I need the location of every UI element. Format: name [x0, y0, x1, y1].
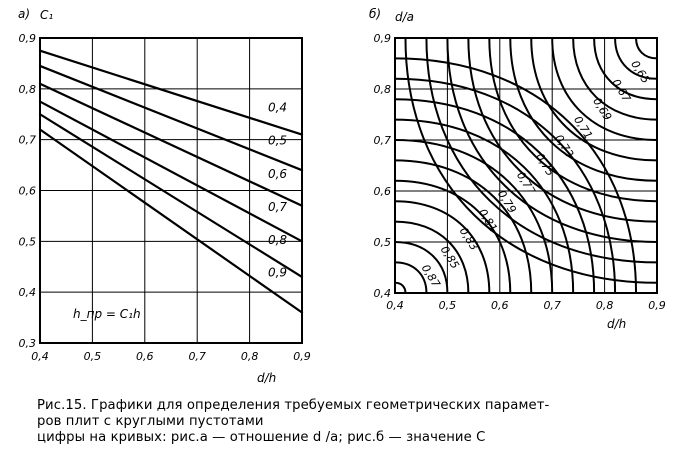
chart-a-y-ticks	[19, 32, 37, 350]
chart-a-x-tick-label: 0,7	[188, 350, 206, 363]
figure-caption	[37, 398, 677, 446]
chart-b-y-tick-label: 0,8	[373, 83, 391, 96]
chart-b-series-label: 0,85	[437, 243, 462, 272]
chart-b-series-label: 0,77	[513, 169, 538, 198]
chart-b-series-label: 0,67	[609, 76, 634, 105]
chart-a-y-tick-label: 0,7	[18, 133, 36, 147]
chart-a-y-tick-label: 0,6	[18, 184, 36, 198]
chart-b	[369, 7, 666, 331]
chart-b-series-label: 0,73	[552, 132, 577, 161]
chart-b-y-tick-label: 0,4	[373, 287, 391, 300]
chart-b-y-tick-label: 0,5	[373, 236, 391, 249]
chart-b-series-label: 0,83	[456, 225, 481, 253]
caption-line-1: Рис.15. Графики для определения требуемых геометрических парамет-	[37, 398, 550, 413]
chart-b-series-label: 0,81	[475, 206, 500, 235]
chart-a-series-label: 0,7	[267, 200, 288, 215]
chart-a-x-axis-label: d/h	[257, 371, 277, 385]
chart-b-series-label: 0,79	[494, 188, 519, 216]
chart-b-series-label: 0,75	[532, 150, 557, 179]
chart-a-series-line	[40, 114, 302, 277]
chart-a-y-tick-label: 0,9	[18, 32, 36, 45]
chart-a-x-tick-label: 0,9	[293, 350, 311, 363]
chart-b-curves	[395, 38, 657, 293]
chart-a-y-tick-label: 0,3	[18, 337, 36, 350]
chart-a-y-tick-label: 0,4	[18, 286, 36, 300]
chart-b-series-label: 0,87	[418, 262, 443, 290]
chart-b-y-tick-label: 0,7	[373, 134, 391, 147]
chart-a-y-axis-label: C₁	[40, 8, 54, 22]
chart-a-y-tick-label: 0,8	[18, 82, 36, 96]
chart-a-annotation: h_пр = C₁h	[73, 307, 141, 321]
chart-a-x-tick-label: 0,4	[31, 350, 49, 363]
chart-a-series-label: 0,8	[267, 232, 288, 247]
chart-a-series	[40, 51, 302, 313]
chart-b-series-label: 0,69	[590, 95, 615, 123]
chart-b-x-tick-label: 0,9	[648, 299, 666, 312]
chart-b-series-curve	[636, 38, 657, 58]
chart-b-unlabeled-curve	[395, 181, 510, 293]
chart-b-x-ticks	[386, 299, 666, 312]
chart-b-x-tick-label: 0,8	[595, 299, 614, 312]
chart-b-y-axis-label: d/a	[395, 10, 415, 24]
chart-b-y-tick-label: 0,6	[373, 185, 391, 198]
chart-b-x-tick-label: 0,4	[386, 299, 404, 312]
chart-b-panel-label: б)	[369, 7, 382, 21]
chart-a-x-ticks	[31, 350, 311, 363]
chart-a-series-label: 0,5	[267, 133, 288, 148]
chart-b-unlabeled-curve	[395, 283, 405, 293]
chart-b-y-tick-label: 0,9	[373, 32, 391, 45]
chart-a-series-label: 0,9	[267, 265, 288, 280]
chart-b-series-label: 0,71	[571, 113, 596, 142]
chart-b-unlabeled-curve	[395, 140, 552, 293]
chart-a-series-line	[40, 66, 302, 170]
chart-b-y-ticks	[374, 32, 392, 300]
caption-line-3: цифры на кривых: рис.а — отношение d /a; рис.б — значение C	[37, 430, 486, 445]
chart-a-series-label: 0,4	[267, 100, 288, 115]
chart-b-series-label: 0,65	[628, 58, 653, 86]
chart-a-y-tick-label: 0,5	[18, 235, 36, 249]
chart-a	[18, 7, 311, 385]
chart-a-x-tick-label: 0,5	[83, 350, 102, 363]
chart-a-panel-label: а)	[18, 7, 31, 21]
chart-a-grid	[40, 38, 302, 343]
chart-b-unlabeled-curve	[395, 99, 594, 293]
chart-b-x-tick-label: 0,5	[438, 299, 457, 312]
chart-a-x-tick-label: 0,6	[136, 350, 154, 363]
chart-a-series-line	[40, 84, 302, 206]
chart-a-x-tick-label: 0,8	[240, 350, 259, 363]
chart-a-series-label: 0,6	[267, 166, 288, 181]
chart-b-x-axis-label: d/h	[607, 317, 627, 331]
chart-b-x-tick-label: 0,6	[491, 299, 509, 312]
caption-line-2: ров плит с круглыми пустотами	[37, 414, 264, 429]
chart-b-x-tick-label: 0,7	[543, 299, 561, 312]
